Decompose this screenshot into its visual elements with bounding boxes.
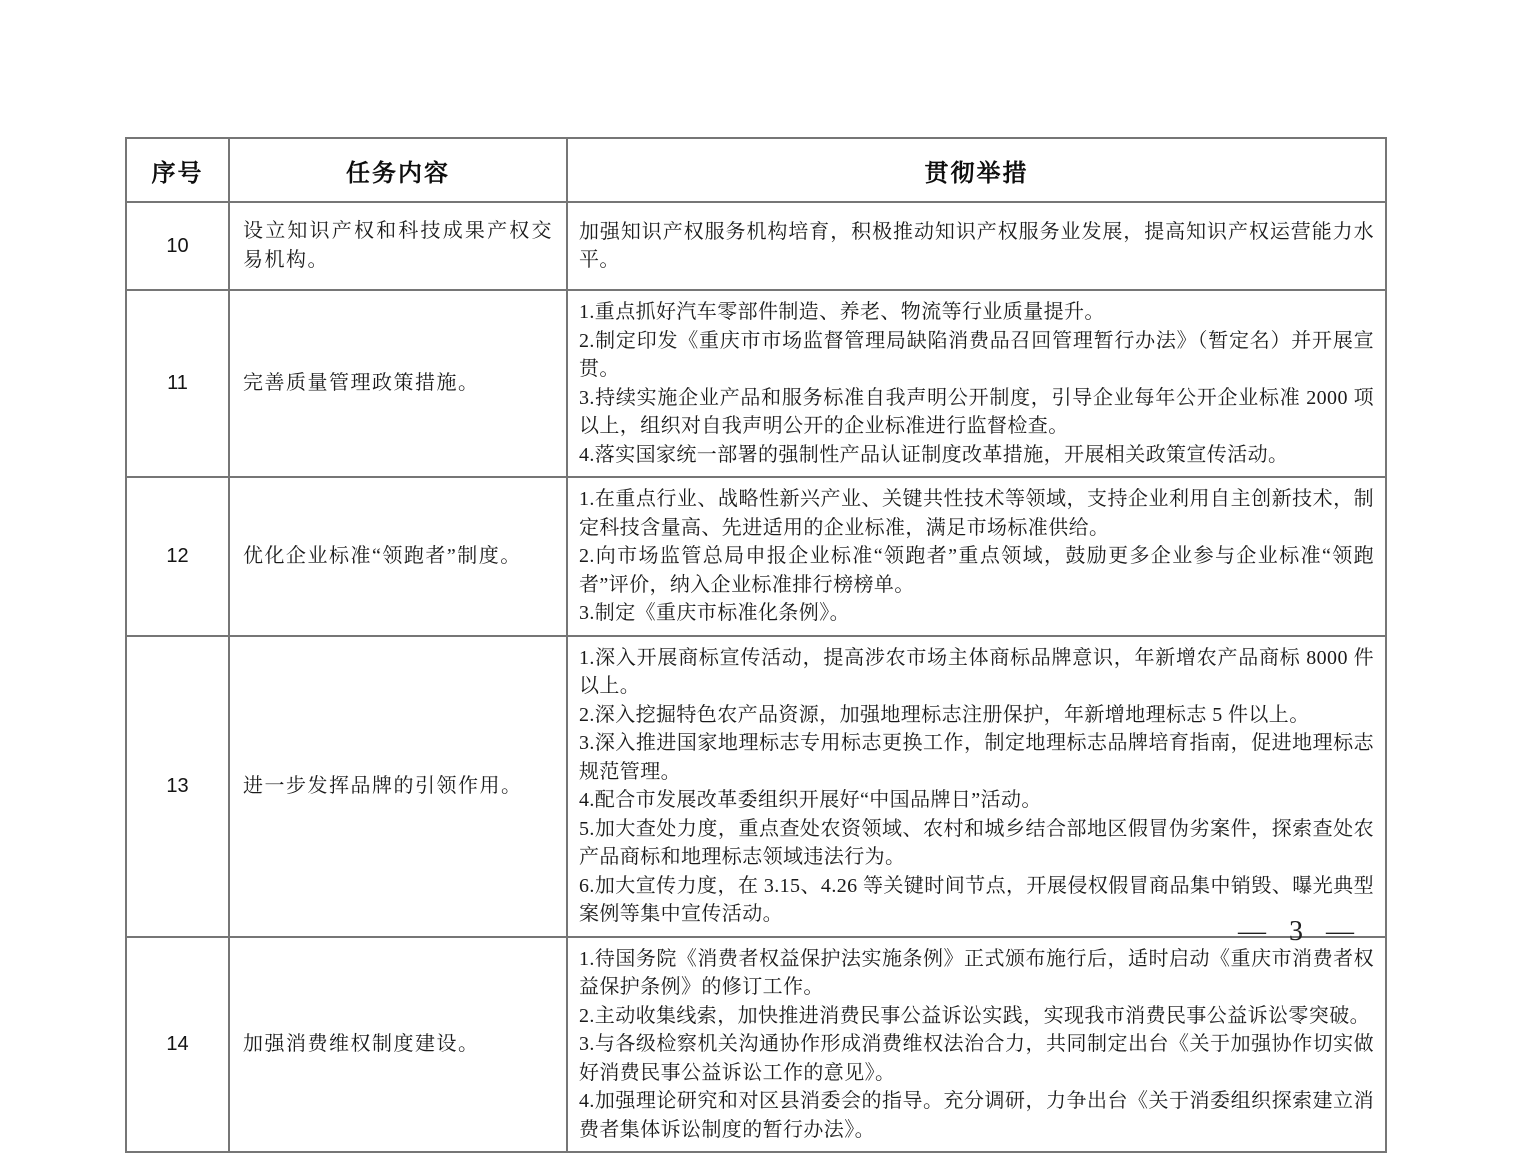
measures-cell (567, 290, 1386, 477)
measure-item: 3.制定《重庆市标准化条例》。 (579, 602, 850, 624)
measure-item: 2.向市场监管总局申报企业标准“领跑者”重点领域，鼓励更多企业参与企业标准“领跑者”评价，纳入企业标准排行榜榜单。 (579, 545, 1374, 596)
table-row (126, 937, 1386, 1153)
table-row (126, 202, 1386, 290)
table-header-row (126, 138, 1386, 202)
measure-item: 1.待国务院《消费者权益保护法实施条例》正式颁布施行后，适时启动《重庆市消费者权益保护条例》的修订工作。 (579, 947, 1374, 998)
header-seq-no: 序号 (126, 138, 229, 202)
measure-item: 4.落实国家统一部署的强制性产品认证制度改革措施，开展相关政策宣传活动。 (579, 443, 1289, 466)
table-row (126, 290, 1386, 477)
measure-item: 加强知识产权服务机构培育，积极推动知识产权服务业发展，提高知识产权运营能力水平。 (579, 220, 1374, 271)
table-row (126, 636, 1386, 937)
measures-cell (567, 477, 1386, 636)
table-body (126, 202, 1386, 1152)
measure-item: 1.重点抓好汽车零部件制造、养老、物流等行业质量提升。 (579, 301, 1105, 323)
page-number: — 3 — (1238, 916, 1354, 947)
task-table (125, 137, 1387, 1153)
task-content-cell: 设立知识产权和科技成果产权交易机构。 (229, 202, 567, 290)
measure-item: 3.深入推进国家地理标志专用标志更换工作，制定地理标志品牌培育指南，促进地理标志规范管理。 (579, 732, 1374, 783)
measure-item: 1.在重点行业、战略性新兴产业、关键共性技术等领域，支持企业利用自主创新技术，制定科技含量高、先进适用的企业标准，满足市场标准供给。 (579, 488, 1374, 539)
measure-item: 5.加大查处力度，重点查处农资领域、农村和城乡结合部地区假冒伪劣案件，探索查处农产品商标和地理标志领域违法行为。 (579, 817, 1374, 868)
header-measures: 贯彻举措 (567, 138, 1386, 202)
measure-item: 3.与各级检察机关沟通协作形成消费维权法治合力，共同制定出台《关于加强协作切实做好消费民事公益诉讼工作的意见》。 (579, 1033, 1374, 1084)
measures-cell (567, 202, 1386, 290)
measure-item: 6.加大宣传力度，在 3.15、4.26 等关键时间节点，开展侵权假冒商品集中销毁、曝光典型案例等集中宣传活动。 (579, 874, 1374, 925)
measure-item: 4.加强理论研究和对区县消委会的指导。充分调研，力争出台《关于消委组织探索建立消费者集体诉讼制度的暂行办法》。 (579, 1090, 1374, 1141)
measures-cell (567, 937, 1386, 1153)
task-content-cell: 加强消费维权制度建设。 (229, 937, 567, 1153)
measure-item: 4.配合市发展改革委组织开展好“中国品牌日”活动。 (579, 789, 1042, 811)
row-number-cell: 13 (126, 636, 229, 937)
row-number-cell: 10 (126, 202, 229, 290)
row-number-cell: 14 (126, 937, 229, 1153)
measure-item: 1.深入开展商标宣传活动，提高涉农市场主体商标品牌意识，年新增农产品商标 8000 件以上。 (579, 646, 1374, 697)
task-content-cell: 优化企业标准“领跑者”制度。 (229, 477, 567, 636)
task-content-cell: 完善质量管理政策措施。 (229, 290, 567, 477)
table-row (126, 477, 1386, 636)
row-number-cell: 11 (126, 290, 229, 477)
task-content-cell: 进一步发挥品牌的引领作用。 (229, 636, 567, 937)
measure-item: 3.持续实施企业产品和服务标准自我声明公开制度，引导企业每年公开企业标准 2000 项以上，组织对自我声明公开的企业标准进行监督检查。 (579, 386, 1374, 437)
measure-item: 2.制定印发《重庆市市场监督管理局缺陷消费品召回管理暂行办法》（暂定名）并开展宣贯。 (579, 329, 1374, 380)
measures-cell (567, 636, 1386, 937)
measure-item: 2.深入挖掘特色农产品资源，加强地理标志注册保护，年新增地理标志 5 件以上。 (579, 703, 1310, 726)
header-task-content: 任务内容 (229, 138, 567, 202)
row-number-cell: 12 (126, 477, 229, 636)
measure-item: 2.主动收集线索，加快推进消费民事公益诉讼实践，实现我市消费民事公益诉讼零突破。 (579, 1004, 1370, 1027)
